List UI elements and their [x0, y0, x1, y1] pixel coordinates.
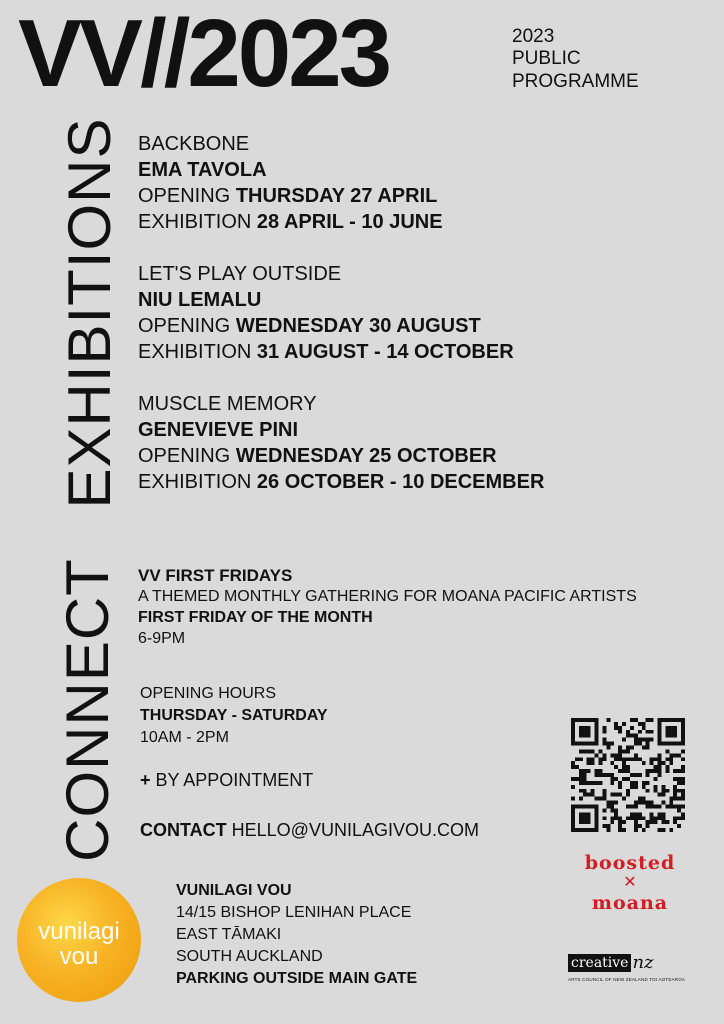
exhibition-artist: GENEVIEVE PINI: [138, 419, 299, 441]
first-fridays-time: 6-9PM: [138, 630, 186, 647]
opening-hours-block: [140, 683, 328, 749]
boosted-moana-logo: [578, 852, 682, 914]
exhibition-opening: [138, 443, 544, 469]
first-fridays-block: [138, 565, 637, 649]
exhibition-item: [138, 391, 544, 495]
logo-text-line: vunilagi: [38, 918, 120, 945]
logo-text-line: vou: [59, 943, 99, 970]
moana-word: moana: [591, 892, 669, 914]
qr-code-icon[interactable]: [571, 718, 685, 832]
boosted-mark-icon: ✕: [623, 874, 637, 891]
contact-row: [140, 820, 479, 841]
opening-label: OPENING: [138, 445, 231, 467]
appointment-text: BY APPOINTMENT: [150, 770, 314, 790]
exhibition-dates: 31 AUGUST - 14 OCTOBER: [256, 341, 514, 363]
exhibition-label: EXHIBITION: [138, 341, 252, 363]
creative-word: creative: [568, 954, 631, 972]
programme-subtitle: [512, 26, 639, 93]
venue-name: VUNILAGI VOU: [176, 882, 292, 899]
subtitle-line: 2023: [512, 26, 555, 47]
appointment-note: [140, 770, 313, 791]
opening-hours-time: 10AM - 2PM: [140, 729, 229, 746]
exhibition-dates-row: [138, 339, 514, 365]
exhibition-dates: 28 APRIL - 10 JUNE: [256, 211, 443, 233]
address-line: SOUTH AUCKLAND: [176, 948, 323, 965]
exhibition-dates: 26 OCTOBER - 10 DECEMBER: [256, 471, 545, 493]
exhibition-item: [138, 131, 443, 235]
exhibition-dates-row: [138, 469, 544, 495]
exhibition-item: [138, 261, 514, 365]
exhibition-opening: [138, 313, 514, 339]
opening-label: OPENING: [138, 185, 231, 207]
first-fridays-title: VV FIRST FRIDAYS: [138, 566, 293, 585]
opening-date: WEDNESDAY 30 AUGUST: [235, 315, 481, 337]
exhibition-label: EXHIBITION: [138, 471, 252, 493]
exhibition-title: MUSCLE MEMORY: [138, 393, 317, 415]
page-title: VV//2023: [18, 0, 389, 107]
subtitle-line: PUBLIC: [512, 48, 581, 70]
vunilagi-vou-logo: [17, 878, 141, 1002]
nz-word: nz: [632, 952, 654, 973]
plus-icon: +: [140, 770, 151, 790]
contact-label: CONTACT: [140, 820, 227, 840]
exhibition-title: BACKBONE: [138, 133, 250, 155]
opening-date: WEDNESDAY 25 OCTOBER: [235, 445, 497, 467]
opening-hours-label: OPENING HOURS: [140, 685, 277, 702]
exhibition-title: LET'S PLAY OUTSIDE: [138, 263, 342, 285]
boosted-word: boosted: [584, 852, 676, 874]
address-line: 14/15 BISHOP LENIHAN PLACE: [176, 904, 412, 921]
contact-email[interactable]: HELLO@VUNILAGIVOU.COM: [226, 820, 479, 840]
address-line: EAST TĀMAKI: [176, 926, 282, 943]
first-fridays-description: A THEMED MONTHLY GATHERING FOR MOANA PACIFIC ARTISTS: [138, 588, 637, 605]
connect-section-label: CONNECT: [54, 558, 121, 862]
subtitle-line: PROGRAMME: [512, 70, 639, 92]
first-fridays-when: FIRST FRIDAY OF THE MONTH: [138, 609, 373, 626]
address-block: [176, 880, 417, 990]
opening-hours-days: THURSDAY - SATURDAY: [140, 707, 328, 724]
exhibition-label: EXHIBITION: [138, 211, 252, 233]
exhibition-artist: NIU LEMALU: [138, 289, 262, 311]
opening-label: OPENING: [138, 315, 231, 337]
parking-note: PARKING OUTSIDE MAIN GATE: [176, 970, 418, 987]
exhibition-artist: EMA TAVOLA: [138, 159, 267, 181]
exhibition-dates-row: [138, 209, 443, 235]
exhibition-opening: [138, 183, 443, 209]
exhibitions-section-label: EXHIBITIONS: [56, 117, 123, 509]
creative-nz-tagline: ARTS COUNCIL OF NEW ZEALAND TOI AOTEAROA: [568, 977, 686, 982]
creative-nz-logo: [568, 952, 692, 982]
opening-date: THURSDAY 27 APRIL: [235, 185, 438, 207]
